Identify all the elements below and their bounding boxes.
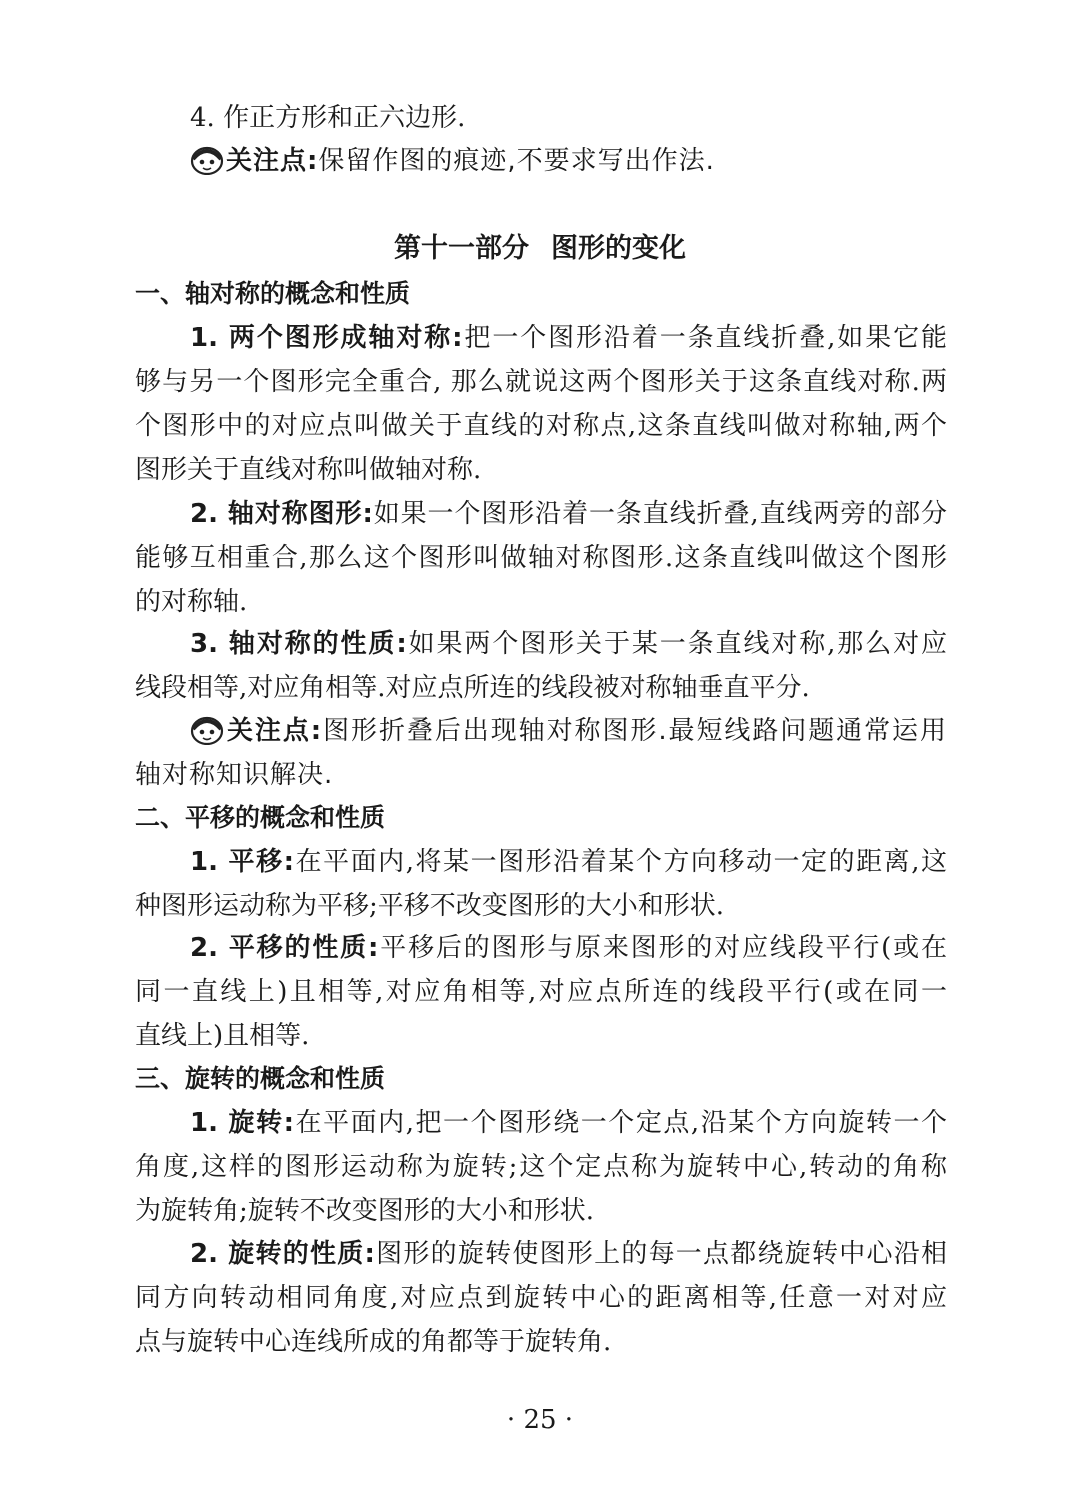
s1-p2-label: 2. 轴对称图形: bbox=[190, 499, 373, 529]
note-label: 关注点: bbox=[226, 716, 323, 746]
s1-p1-line1: 1. 两个图形成轴对称:把一个图形沿着一条直线折叠,如果它能 bbox=[190, 323, 948, 353]
s3-p2-line2: 同方向转动相同角度,对应点到旋转中心的距离相等,任意一对对应 bbox=[135, 1283, 947, 1313]
s1-p1-label: 1. 两个图形成轴对称: bbox=[190, 323, 463, 353]
note-1 bbox=[190, 143, 947, 179]
s1-note-line2: 轴对称知识解决. bbox=[135, 760, 334, 790]
note-label: 关注点: bbox=[226, 146, 319, 176]
s3-p2-line3: 点与旋转中心连线所成的角都等于旋转角. bbox=[135, 1327, 612, 1357]
s2-p1-label: 1. 平移: bbox=[190, 847, 295, 877]
s1-p2-line3: 的对称轴. bbox=[135, 587, 248, 617]
focus-point-icon bbox=[190, 715, 224, 745]
section-heading-2: 二、平移的概念和性质 bbox=[135, 803, 386, 832]
part-title bbox=[0, 230, 1080, 268]
s1-p2-line2: 能够互相重合,那么这个图形叫做轴对称图形.这条直线叫做这个图形 bbox=[135, 543, 947, 573]
s2-p2-label: 2. 平移的性质: bbox=[190, 933, 379, 963]
s1-p3-label: 3. 轴对称的性质: bbox=[190, 629, 407, 659]
s2-p2-line2: 同一直线上)且相等,对应角相等,对应点所连的线段平行(或在同一 bbox=[135, 977, 947, 1007]
part-number: 第十一部分 bbox=[394, 233, 529, 264]
s3-p1-line2: 角度,这样的图形运动称为旋转;这个定点称为旋转中心,转动的角称 bbox=[135, 1152, 947, 1182]
s3-p2-label: 2. 旋转的性质: bbox=[190, 1239, 375, 1269]
note-text: 保留作图的痕迹,不要求写出作法. bbox=[318, 146, 715, 176]
s1-p3-line2: 线段相等,对应角相等.对应点所连的线段被对称轴垂直平分. bbox=[135, 673, 810, 703]
s2-p2-line1: 2. 平移的性质:平移后的图形与原来图形的对应线段平行(或在 bbox=[190, 933, 947, 963]
s1-p1-line2: 够与另一个图形完全重合, 那么就说这两个图形关于这条直线对称.两 bbox=[135, 367, 947, 397]
s1-p2-line1: 2. 轴对称图形:如果一个图形沿着一条直线折叠,直线两旁的部分 bbox=[190, 499, 947, 529]
s1-note-line1: 关注点:图形折叠后出现轴对称图形.最短线路问题通常运用 bbox=[190, 713, 947, 749]
s1-p3-line1: 3. 轴对称的性质:如果两个图形关于某一条直线对称,那么对应 bbox=[190, 629, 948, 659]
s3-p2-line1: 2. 旋转的性质:图形的旋转使图形上的每一点都绕旋转中心沿相 bbox=[190, 1239, 947, 1269]
s2-p1-line2: 种图形运动称为平移;平移不改变图形的大小和形状. bbox=[135, 891, 725, 921]
page-number: · 25 · bbox=[506, 1405, 574, 1435]
s3-p1-line1: 1. 旋转:在平面内,把一个图形绕一个定点,沿某个方向旋转一个 bbox=[190, 1108, 947, 1138]
s3-p1-line3: 为旋转角;旋转不改变图形的大小和形状. bbox=[135, 1196, 595, 1226]
s1-p1-line4: 图形关于直线对称叫做轴对称. bbox=[135, 455, 482, 485]
s2-p2-line3: 直线上)且相等. bbox=[135, 1021, 310, 1051]
section-heading-1: 一、轴对称的概念和性质 bbox=[135, 279, 411, 308]
section-heading-3: 三、旋转的概念和性质 bbox=[135, 1064, 386, 1093]
part-name: 图形的变化 bbox=[551, 233, 686, 264]
item-4: 4. 作正方形和正六边形. bbox=[190, 103, 466, 133]
s3-p1-label: 1. 旋转: bbox=[190, 1108, 295, 1138]
s1-p1-line3: 个图形中的对应点叫做关于直线的对称点,这条直线叫做对称轴,两个 bbox=[135, 411, 947, 441]
focus-point-icon bbox=[190, 145, 224, 175]
s2-p1-line1: 1. 平移:在平面内,将某一图形沿着某个方向移动一定的距离,这 bbox=[190, 847, 947, 877]
